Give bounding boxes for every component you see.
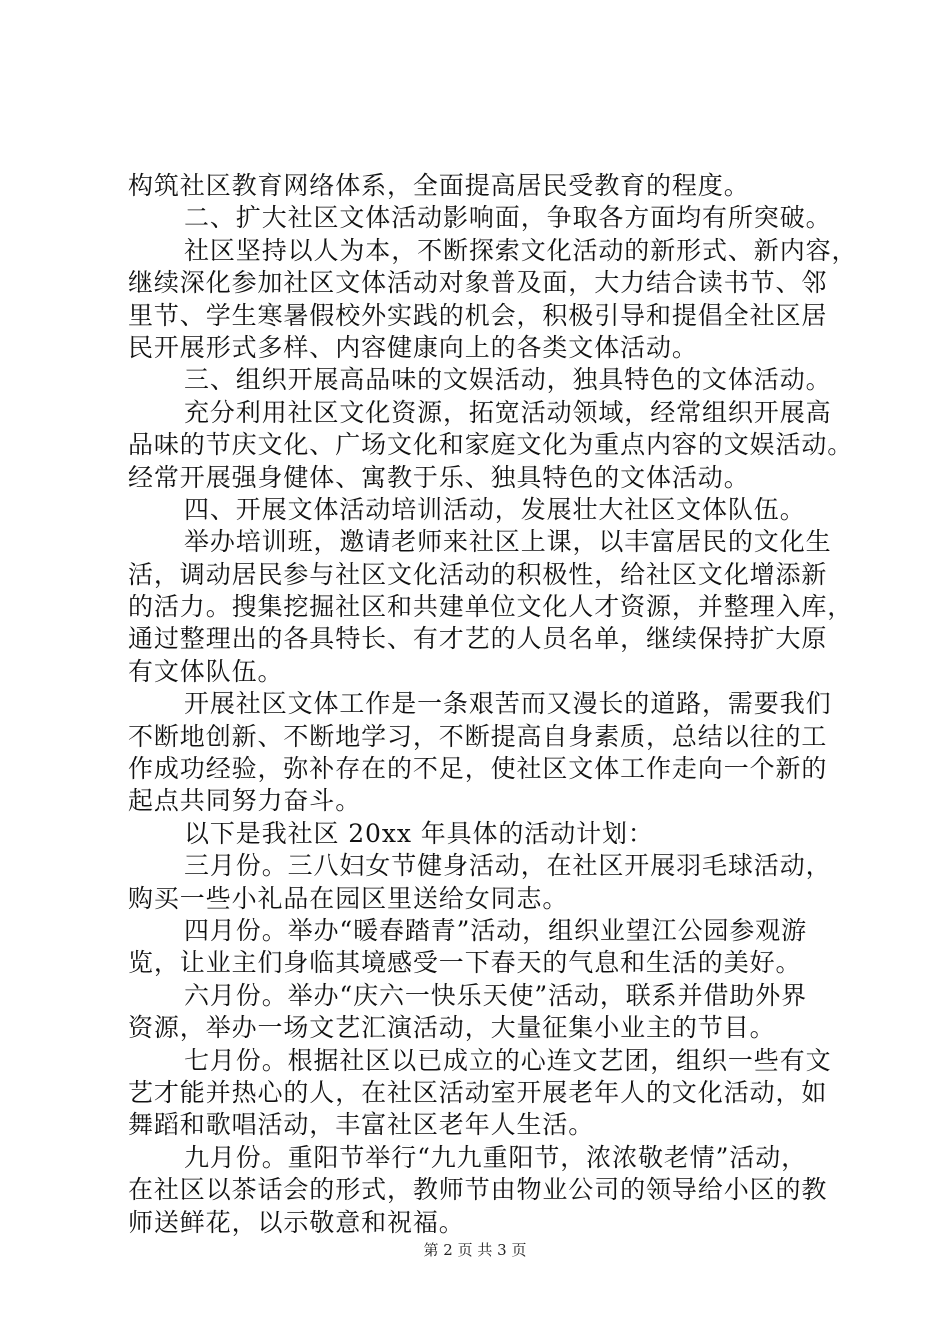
text-line: 有文体队伍。 (128, 656, 284, 686)
text-line: 民开展形式多样、内容健康向上的各类文体活动。 (128, 332, 698, 362)
text-line: 活，调动居民参与社区文化活动的积极性，给社区文化增添新 (128, 559, 828, 589)
text-line: 举办培训班，邀请老师来社区上课，以丰富居民的文化生 (184, 527, 832, 557)
text-line: 开展社区文体工作是一条艰苦而又漫长的道路，需要我们 (184, 689, 832, 719)
text-line: 社区坚持以人为本，不断探索文化活动的新形式、新内容， (184, 235, 858, 265)
text-line: 师送鲜花，以示敬意和祝福。 (128, 1207, 465, 1237)
text-line: 三、组织开展高品味的文娱活动，独具特色的文体活动。 (184, 365, 832, 395)
text-line: 通过整理出的各具特长、有才艺的人员名单，继续保持扩大原 (128, 624, 828, 654)
text-line: 不断地创新、不断地学习，不断提高自身素质，总结以往的工 (128, 721, 828, 751)
text-line: 三月份。三八妇女节健身活动，在社区开展羽毛球活动， (184, 851, 832, 881)
text-line: 作成功经验，弥补存在的不足，使社区文体工作走向一个新的 (128, 754, 828, 784)
text-line: 六月份。举办“庆六一快乐天使”活动，联系并借助外界 (184, 980, 808, 1010)
text-line: 四月份。举办“暖春踏青”活动，组织业望江公园参观游 (184, 915, 808, 945)
text-line: 在社区以茶话会的形式，教师节由物业公司的领导给小区的教 (128, 1175, 828, 1205)
text-line: 构筑社区教育网络体系，全面提高居民受教育的程度。 (128, 171, 750, 200)
text-line: 四、开展文体活动培训活动，发展壮大社区文体队伍。 (184, 494, 806, 524)
text-line: 舞蹈和歌唱活动，丰富社区老年人生活。 (128, 1110, 595, 1140)
text-line: 资源，举办一场文艺汇演活动，大量征集小业主的节目。 (128, 1013, 776, 1043)
text-line: 的活力。搜集挖掘社区和共建单位文化人才资源，并整理入库， (128, 592, 854, 622)
text-line: 览，让业主们身临其境感受一下春天的气息和生活的美好。 (128, 948, 802, 978)
text-line: 经常开展强身健体、寓教于乐、独具特色的文体活动。 (128, 462, 750, 492)
text-line: 以下是我社区 20xx 年具体的活动计划： (184, 818, 654, 848)
text-line: 起点共同努力奋斗。 (128, 786, 362, 816)
page-footer: 第 2 页 共 3 页 (423, 1241, 527, 1259)
text-line: 品味的节庆文化、广场文化和家庭文化为重点内容的文娱活动。 (128, 430, 854, 460)
document-body (128, 170, 858, 1239)
text-line: 七月份。根据社区以已成立的心连文艺团，组织一些有文 (184, 1045, 832, 1075)
text-line: 艺才能并热心的人，在社区活动室开展老年人的文化活动，如 (128, 1077, 828, 1107)
text-line: 九月份。重阳节举行“九九重阳节，浓浓敬老情”活动， (184, 1142, 808, 1172)
text-line: 充分利用社区文化资源，拓宽活动领域，经常组织开展高 (184, 397, 832, 427)
text-line: 购买一些小礼品在园区里送给女同志。 (128, 883, 569, 913)
text-line: 继续深化参加社区文体活动对象普及面，大力结合读书节、邻 (128, 268, 828, 298)
text-line: 二、扩大社区文体活动影响面，争取各方面均有所突破。 (184, 203, 832, 233)
text-line: 里节、学生寒暑假校外实践的机会，积极引导和提倡全社区居 (128, 300, 828, 330)
